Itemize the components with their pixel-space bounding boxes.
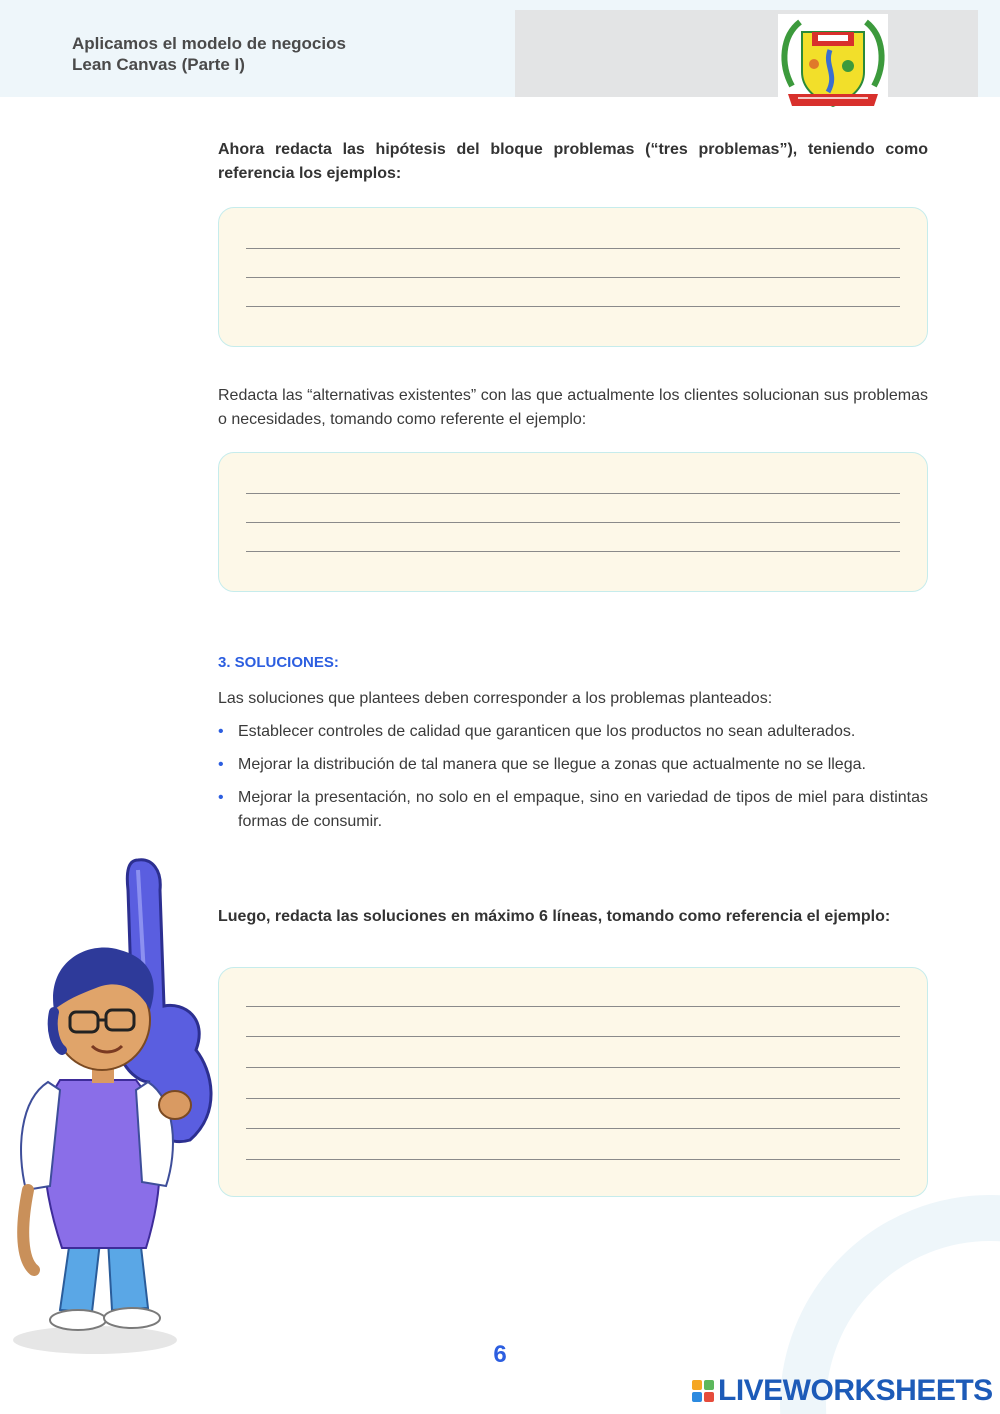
page-number: 6 bbox=[493, 1341, 507, 1368]
solutions-bullet-list bbox=[218, 720, 928, 843]
student-with-guitar-illustration bbox=[0, 850, 220, 1360]
header-title-line1: Aplicamos el modelo de negocios bbox=[72, 34, 346, 53]
writing-line bbox=[246, 306, 900, 307]
list-item bbox=[218, 753, 928, 777]
solutions-prompt: Luego, redacta las soluciones en máximo 6 líneas, tomando como referencia el ejemplo: bbox=[218, 908, 891, 925]
liveworksheets-wordmark: LIVEWORKSHEETS bbox=[718, 1374, 993, 1407]
writing-line bbox=[246, 522, 900, 523]
writing-line bbox=[246, 1128, 900, 1129]
header-title bbox=[72, 33, 346, 75]
list-item-text: Mejorar la presentación, no solo en el empaque, sino en variedad de tipos de miel para distintas formas de consumir. bbox=[238, 789, 928, 830]
writing-line bbox=[246, 248, 900, 249]
writing-line bbox=[246, 1006, 900, 1007]
liveworksheets-logo[interactable] bbox=[692, 1374, 993, 1408]
bullet-icon: • bbox=[218, 756, 224, 773]
bullet-icon: • bbox=[218, 723, 224, 740]
school-crest-icon bbox=[778, 14, 888, 116]
bullet-icon: • bbox=[218, 789, 224, 806]
writing-line bbox=[246, 1159, 900, 1160]
writing-line bbox=[246, 551, 900, 552]
writing-line bbox=[246, 277, 900, 278]
liveworksheets-icon bbox=[692, 1380, 714, 1402]
list-item bbox=[218, 720, 928, 744]
writing-line bbox=[246, 493, 900, 494]
list-item-text: Establecer controles de calidad que garanticen que los productos no sean adulterados. bbox=[238, 723, 856, 740]
problems-instruction: Ahora redacta las hipótesis del bloque problemas (“tres problemas”), teniendo como referencia los ejemplos: bbox=[218, 141, 928, 182]
solutions-intro: Las soluciones que plantees deben corresponder a los problemas planteados: bbox=[218, 690, 773, 707]
list-item-text: Mejorar la distribución de tal manera que se llegue a zonas que actualmente no se llega. bbox=[238, 756, 866, 773]
solutions-section-title: 3. SOLUCIONES: bbox=[218, 654, 339, 671]
problems-answer-box[interactable] bbox=[218, 207, 928, 347]
writing-line bbox=[246, 1036, 900, 1037]
alternatives-answer-box[interactable] bbox=[218, 452, 928, 592]
alternatives-instruction: Redacta las “alternativas existentes” con las que actualmente los clientes solucionan sus problemas o necesidades, tomando como referente el ejemplo: bbox=[218, 387, 928, 428]
writing-line bbox=[246, 1098, 900, 1099]
header-title-line2: Lean Canvas (Parte I) bbox=[72, 55, 245, 74]
header-gray-panel bbox=[515, 10, 978, 97]
list-item bbox=[218, 786, 928, 834]
solutions-answer-box[interactable] bbox=[218, 967, 928, 1197]
writing-line bbox=[246, 1067, 900, 1068]
